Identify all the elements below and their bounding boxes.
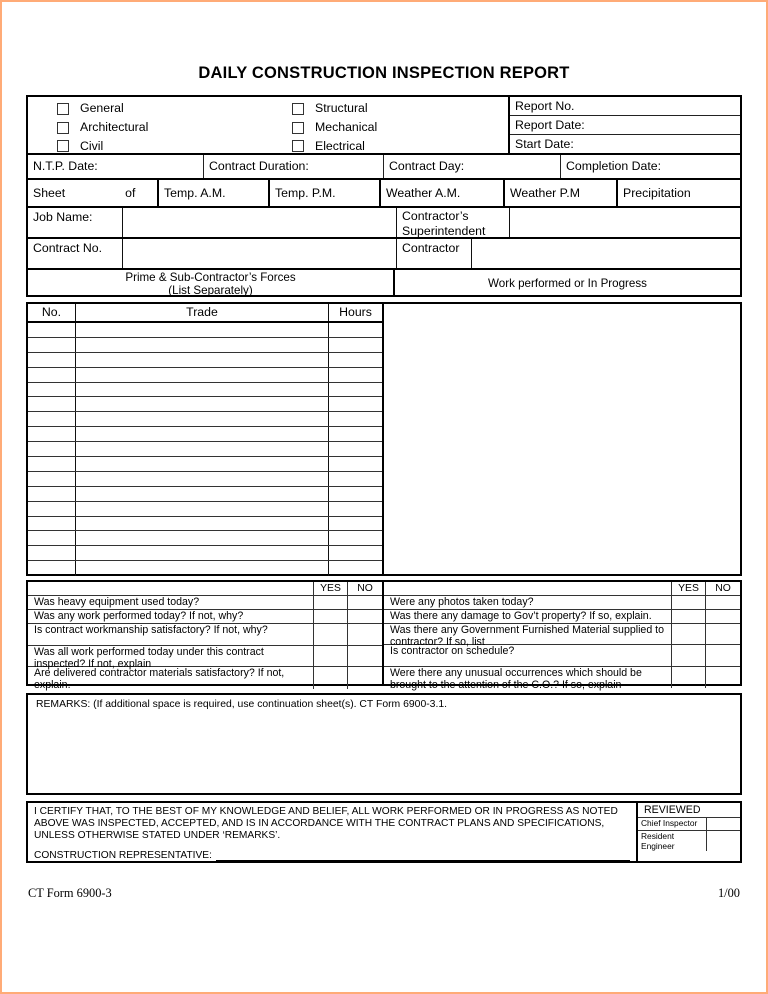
questions-header-right [384,582,740,596]
cell-hours[interactable] [329,472,382,486]
cell-hours[interactable] [329,546,382,560]
column-header-no: No. [28,304,76,321]
checkbox-label: Electrical [315,138,365,153]
table-row[interactable] [28,442,382,457]
reviewed-value[interactable] [707,831,740,851]
table-row[interactable] [28,517,382,532]
question-text: Was there any damage to Gov’t property? If so, explain. [384,610,672,623]
conditions-row [26,180,742,208]
cell-no[interactable] [28,368,76,382]
field-ntp-date[interactable]: N.T.P. Date: [28,155,204,178]
question-text: Were any photos taken today? [384,596,672,609]
cell-no[interactable] [28,502,76,516]
answer-no-cell[interactable] [348,596,382,609]
field-temp-am[interactable]: Temp. A.M. [159,180,270,206]
answer-yes-cell[interactable] [672,596,706,609]
checkbox-row-civil[interactable] [57,139,260,153]
cell-trade[interactable] [76,531,329,545]
cell-no[interactable] [28,397,76,411]
table-row[interactable] [28,338,382,353]
answer-yes-cell[interactable] [672,610,706,623]
table-row[interactable] [28,502,382,517]
cell-trade[interactable] [76,383,329,397]
job-name-row [26,208,742,239]
field-precipitation[interactable]: Precipitation [623,185,691,200]
checkbox-label: Civil [80,138,104,153]
cell-no[interactable] [28,412,76,426]
label-contractor: Contractor [397,239,472,268]
sheet-of-label: of [125,185,136,200]
question-row [28,667,382,689]
table-row[interactable] [28,472,382,487]
footer [26,886,742,901]
table-row[interactable] [28,383,382,398]
answer-yes-cell[interactable] [672,624,706,644]
cell-no[interactable] [28,427,76,441]
cell-no[interactable] [28,472,76,486]
question-row [28,610,382,624]
contract-dates-row [26,155,742,180]
question-row [28,596,382,610]
input-job-name[interactable] [123,208,397,237]
cell-trade[interactable] [76,487,329,501]
question-text: Is contract workmanship satisfactory? If not, why? [28,624,314,645]
cell-trade[interactable] [76,397,329,411]
column-header-hours: Hours [339,305,372,319]
questions-left-body [28,596,382,689]
question-row [384,610,740,624]
field-temp-pm[interactable]: Temp. P.M. [270,180,381,206]
checkbox-row-structural[interactable] [292,102,508,116]
table-row[interactable] [28,531,382,546]
checkbox-label: General [80,101,124,116]
cell-trade[interactable] [76,427,329,441]
input-contractor[interactable] [472,239,740,268]
inspection-questions-block [26,580,742,691]
field-contract-duration[interactable]: Contract Duration: [204,155,384,178]
column-header-no: NO [357,583,373,594]
answer-no-cell[interactable] [348,624,382,645]
cell-no[interactable] [28,323,76,337]
sheet-label: Sheet [33,185,66,200]
field-weather-pm[interactable]: Weather P.M [505,180,618,206]
field-report-date[interactable]: Report Date: [510,116,740,135]
report-identity-block [510,95,742,155]
question-text: Is contractor on schedule? [384,645,672,666]
answer-yes-cell[interactable] [672,667,706,688]
cell-trade[interactable] [76,323,329,337]
field-start-date[interactable]: Start Date: [515,137,574,151]
answer-no-cell[interactable] [348,610,382,623]
form-number: CT Form 6900-3 [28,886,112,900]
table-row[interactable] [28,323,382,338]
checkbox-label: Architectural [80,120,149,134]
checkbox-icon[interactable] [292,122,304,134]
certification-block [26,801,742,863]
remarks-label: REMARKS: (If additional space is required, use continuation sheet(s). CT Form 6900-3.1. [36,699,448,710]
checkbox-label: Mechanical [315,120,378,134]
question-row [384,596,740,610]
cell-trade[interactable] [76,457,329,471]
cell-trade[interactable] [76,472,329,486]
cell-hours[interactable] [329,368,382,382]
remarks-area[interactable] [26,693,742,795]
answer-yes-cell[interactable] [314,646,348,666]
column-header-yes: YES [314,582,348,595]
cell-hours[interactable] [329,487,382,501]
reviewed-label: Resident Engineer [638,831,707,851]
label-job-name: Job Name: [28,208,123,237]
table-row[interactable] [28,412,382,427]
label-contract-no: Contract No. [28,239,123,268]
question-row [384,645,740,667]
header-work-performed: Work performed or In Progress [488,276,647,290]
reviewed-row-chief-inspector [638,818,740,831]
questions-column-right [384,582,740,691]
answer-no-cell[interactable] [706,624,740,644]
cell-hours[interactable] [329,502,382,516]
answer-no-cell[interactable] [348,667,382,689]
cell-hours[interactable] [329,442,382,456]
header-contractor-forces: Prime & Sub-Contractor’s Forces (List Separately) [28,270,395,295]
answer-no-cell[interactable] [706,610,740,623]
cell-trade[interactable] [76,338,329,352]
table-row[interactable] [28,487,382,502]
trade-table-body [28,323,382,576]
cell-hours[interactable] [329,412,382,426]
certification-line-1: I CERTIFY THAT, TO THE BEST OF MY KNOWLEDGE AND BELIEF, ALL WORK PERFORMED OR IN PROGRESS AS NOTED [34,806,618,817]
question-text: Are delivered contractor materials satisfactory? If not, explain. [28,667,314,689]
checkbox-row-electrical[interactable] [292,139,508,153]
answer-yes-cell[interactable] [314,624,348,645]
checkbox-icon[interactable] [57,140,69,152]
cell-hours[interactable] [329,531,382,545]
checkbox-icon[interactable] [292,103,304,115]
checkbox-icon[interactable] [57,122,69,134]
table-row[interactable] [28,368,382,383]
input-contractor-superintendent[interactable] [510,208,740,237]
cell-hours[interactable] [329,397,382,411]
question-row [28,624,382,646]
cell-hours[interactable] [329,338,382,352]
label-contractor-superintendent: Contractor’s Superintendent [397,208,510,237]
question-row [28,646,382,670]
section-header-row [26,270,742,297]
questions-column-left [28,582,384,691]
questions-right-body [384,596,740,691]
answer-no-cell[interactable] [706,645,740,666]
field-completion-date[interactable]: Completion Date: [566,159,662,173]
field-weather-am[interactable]: Weather A.M. [381,180,505,206]
question-row [384,667,740,691]
checkbox-label: Structural [315,101,368,116]
question-text: Was heavy equipment used today? [28,596,314,609]
cell-hours[interactable] [329,353,382,367]
field-contract-day[interactable]: Contract Day: [384,155,561,178]
reviewed-label: Chief Inspector [638,818,707,830]
cell-trade[interactable] [76,353,329,367]
checkbox-row-general[interactable] [57,102,260,116]
cell-hours[interactable] [329,517,382,531]
answer-no-cell[interactable] [706,667,740,688]
column-header-trade: Trade [76,304,329,321]
table-row[interactable] [28,457,382,472]
checkbox-row-mechanical[interactable] [292,121,508,135]
field-sheet-of[interactable] [28,180,159,206]
cell-hours[interactable] [329,427,382,441]
cell-hours[interactable] [329,383,382,397]
answer-yes-cell[interactable] [314,596,348,609]
reviewed-row-resident-engineer [638,831,740,851]
questions-header-spacer [384,582,672,595]
answer-no-cell[interactable] [348,646,382,666]
question-text: Was there any Government Furnished Material supplied to contractor? If so, list [384,624,672,644]
signature-line[interactable] [216,850,630,861]
page-title: DAILY CONSTRUCTION INSPECTION REPORT [198,64,570,82]
form-sheet [26,2,742,992]
checkbox-icon[interactable] [57,103,69,115]
discipline-column-right [260,102,508,153]
checkbox-row-architectural[interactable] [57,121,260,135]
cell-no[interactable] [28,517,76,531]
reviewed-block [638,803,742,863]
trade-table [28,304,384,574]
cell-hours[interactable] [329,323,382,337]
cell-trade[interactable] [76,502,329,516]
input-contract-no[interactable] [123,239,397,268]
cell-no[interactable] [28,442,76,456]
cell-trade[interactable] [76,442,329,456]
construction-representative-label: CONSTRUCTION REPRESENTATIVE: [34,850,212,862]
question-row [384,624,740,648]
cell-hours[interactable] [329,457,382,471]
cell-trade[interactable] [76,412,329,426]
contract-no-row [26,239,742,270]
cell-no[interactable] [28,353,76,367]
certification-statement [26,803,638,863]
form-revision: 1/00 [717,886,740,900]
table-row[interactable] [28,427,382,442]
table-row[interactable] [28,353,382,368]
field-report-no[interactable]: Report No. [510,97,740,116]
cell-hours[interactable] [329,561,382,576]
question-text: Was all work performed today under this contract inspected? If not, explain [28,646,314,666]
question-text: Were there any unusual occurrences which should be brought to the attention of the C.O.? If so, explain [384,667,672,688]
question-text: Was any work performed today? If not, why? [28,610,314,623]
table-row[interactable] [28,546,382,561]
questions-header-spacer [28,582,314,595]
discipline-column-left [28,102,260,153]
table-row[interactable] [28,561,382,576]
header-block [26,95,742,155]
cell-no[interactable] [28,561,76,576]
cell-no[interactable] [28,338,76,352]
cell-trade[interactable] [76,517,329,531]
trade-and-work-block [26,302,742,576]
cell-trade[interactable] [76,546,329,560]
checkbox-icon[interactable] [292,140,304,152]
trade-table-header [28,304,382,323]
cell-no[interactable] [28,487,76,501]
certification-line-2: ABOVE WAS INSPECTED, ACCEPTED, AND IS IN ACCORDANCE WITH THE CONTRACT PLANS AND SPECIFICATIONS, [34,817,605,829]
cell-trade[interactable] [76,561,329,576]
cell-no[interactable] [28,383,76,397]
cell-no[interactable] [28,546,76,560]
answer-no-cell[interactable] [706,596,740,609]
field-construction-representative[interactable] [34,850,630,861]
table-row[interactable] [28,397,382,412]
answer-yes-cell[interactable] [314,610,348,623]
discipline-checkbox-group [26,95,510,155]
questions-header-left [28,582,382,596]
answer-yes-cell[interactable] [672,645,706,666]
column-header-yes: YES [672,582,706,595]
column-header-no: NO [715,583,731,594]
work-performed-area[interactable] [384,304,740,574]
reviewed-value[interactable] [707,818,740,830]
cell-no[interactable] [28,531,76,545]
answer-yes-cell[interactable] [314,667,348,689]
cell-trade[interactable] [76,368,329,382]
reviewed-header: REVIEWED [638,803,740,818]
certification-line-3: UNLESS OTHERWISE STATED UNDER ‘REMARKS’. [34,829,281,841]
cell-no[interactable] [28,457,76,471]
